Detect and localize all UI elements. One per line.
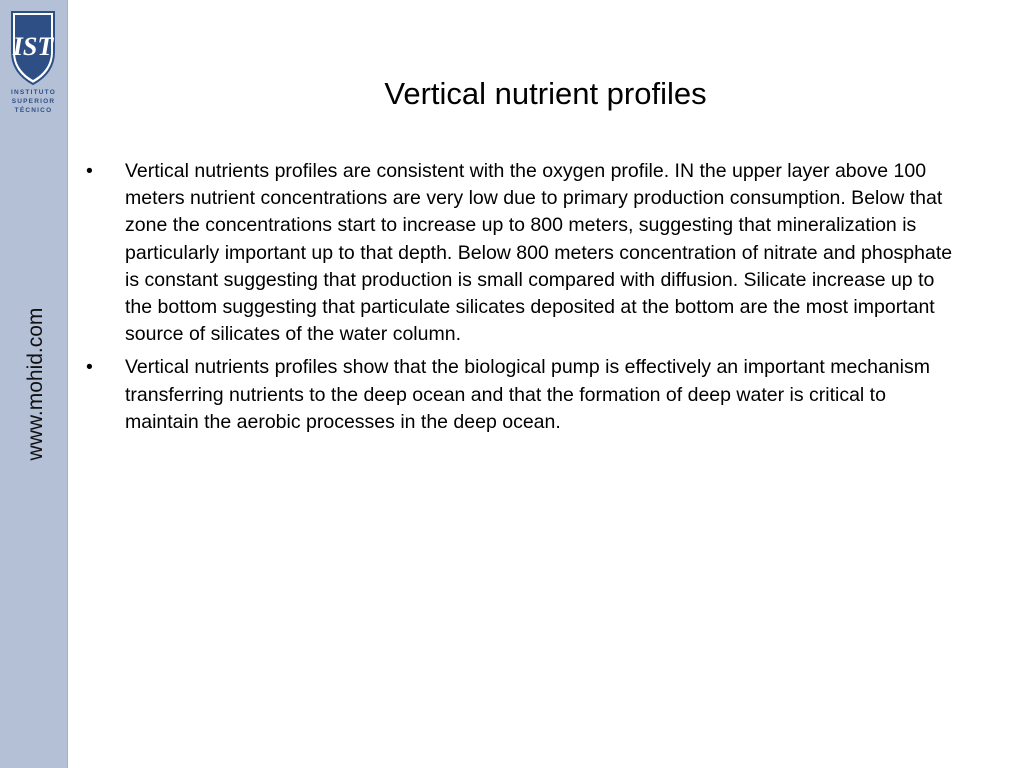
website-url: www.mohid.com	[24, 307, 47, 461]
ist-shield-icon	[0, 8, 67, 88]
slide-title: Vertical nutrient profiles	[384, 76, 707, 111]
bullet-icon: •	[86, 356, 93, 379]
logo-line-3: TÉCNICO	[14, 107, 53, 114]
ist-logo	[0, 8, 67, 123]
logo-line-2: SUPERIOR	[11, 98, 56, 105]
sidebar	[0, 0, 68, 768]
bullet-list	[84, 158, 964, 442]
svg-text:IST: IST	[12, 32, 54, 61]
bullet-text: Vertical nutrients profiles show that the biological pump is effectively an important mechanism transferring nutrients to the deep ocean and that the formation of deep water is critical to maintain the aerobic processes in the deep ocean.	[125, 356, 930, 433]
bullet-item	[84, 158, 964, 348]
bullet-item	[84, 354, 964, 436]
logo-line-1: INSTITUTO	[11, 89, 56, 96]
bullet-icon: •	[86, 160, 93, 182]
bullet-text: Vertical nutrients profiles are consistent with the oxygen profile. IN the upper layer above 100 meters nutrient concentrations are very low due to primary production consumption. Below that zone the concentrations start to increase up to 800 meters, suggesting that mineralization is particularly important up to that depth. Below 800 meters concentration of nitrate and phosphate is constant suggesting that production is small compared with diffusion. Silicate increase up to the bottom suggesting that particulate silicates deposited at the bottom are the most important source of silicates of the water column.	[125, 160, 953, 346]
